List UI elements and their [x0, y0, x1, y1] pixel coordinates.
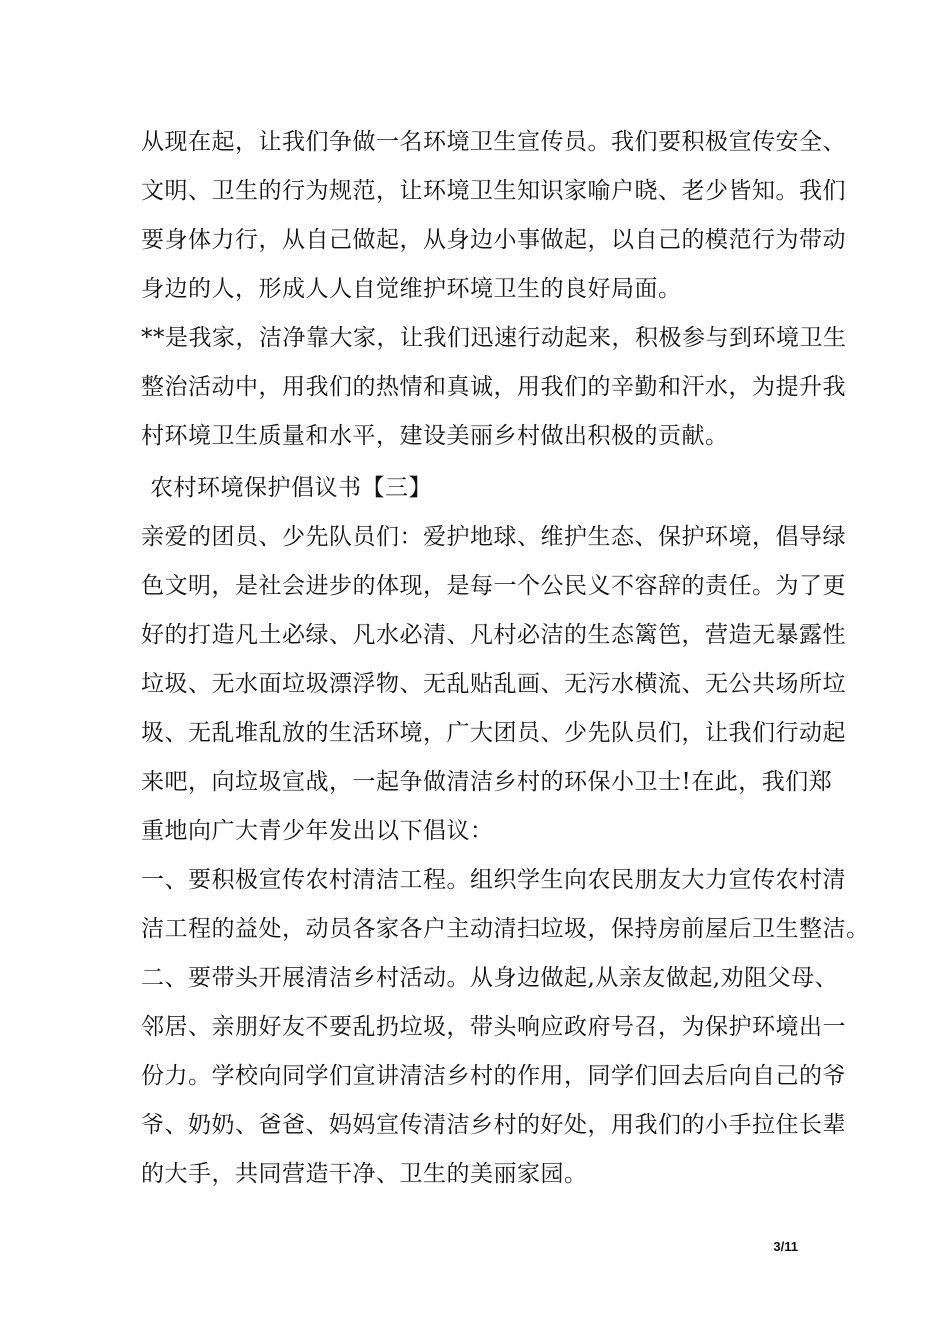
text-line: 色文明，是社会进步的体现，是每一个公民义不容辞的责任。为了更 [141, 573, 846, 599]
text-line: 要身体力行，从自己做起，从身边小事做起，以自己的模范行为带动 [141, 227, 846, 253]
text-line: 亲爱的团员、少先队员们：爱护地球、维护生态、保护环境，倡导绿 [141, 524, 846, 550]
text-line: 垃圾、无水面垃圾漂浮物、无乱贴乱画、无污水横流、无公共场所垃 [141, 671, 846, 697]
text-line: 来吧，向垃圾宣战，一起争做清洁乡村的环保小卫士!在此，我们郑 [141, 769, 833, 795]
text-line: 份力。学校向同学们宣讲清洁乡村的作用，同学们回去后向自己的爷 [141, 1063, 846, 1089]
text-line: 重地向广大青少年发出以下倡议： [141, 818, 494, 844]
text-line: 的大手，共同营造干净、卫生的美丽家园。 [141, 1161, 588, 1187]
section-heading: 农村环境保护倡议书【三】 [150, 475, 432, 501]
text-line: **是我家，洁净靠大家，让我们迅速行动起来，积极参与到环境卫生 [141, 325, 847, 351]
text-line: 从现在起，让我们争做一名环境卫生宣传员。我们要积极宣传安全、 [141, 129, 846, 155]
text-line: 邻居、亲朋好友不要乱扔垃圾，带头响应政府号召，为保护环境出一 [141, 1014, 846, 1040]
text-line: 文明、卫生的行为规范，让环境卫生知识家喻户晓、老少皆知。我们 [141, 178, 846, 204]
text-line: 爷、奶奶、爸爸、妈妈宣传清洁乡村的好处，用我们的小手拉住长辈 [141, 1112, 846, 1138]
text-line: 好的打造凡土必绿、凡水必清、凡村必洁的生态篱笆，营造无暴露性 [141, 622, 846, 648]
text-line: 一、要积极宣传农村清洁工程。组织学生向农民朋友大力宣传农村清 [141, 867, 846, 893]
page-number: 3/11 [773, 1239, 798, 1254]
text-line: 二、要带头开展清洁乡村活动。从身边做起,从亲友做起,劝阻父母、 [141, 965, 839, 991]
text-line: 洁工程的益处，动员各家各户主动清扫垃圾，保持房前屋后卫生整洁。 [141, 916, 870, 942]
text-line: 村环境卫生质量和水平，建设美丽乡村做出积极的贡献。 [141, 423, 729, 449]
text-line: 圾、无乱堆乱放的生活环境，广大团员、少先队员们，让我们行动起 [141, 720, 846, 746]
text-line: 整治活动中，用我们的热情和真诚，用我们的辛勤和汗水，为提升我 [141, 374, 846, 400]
text-line: 身边的人，形成人人自觉维护环境卫生的良好局面。 [141, 276, 682, 302]
